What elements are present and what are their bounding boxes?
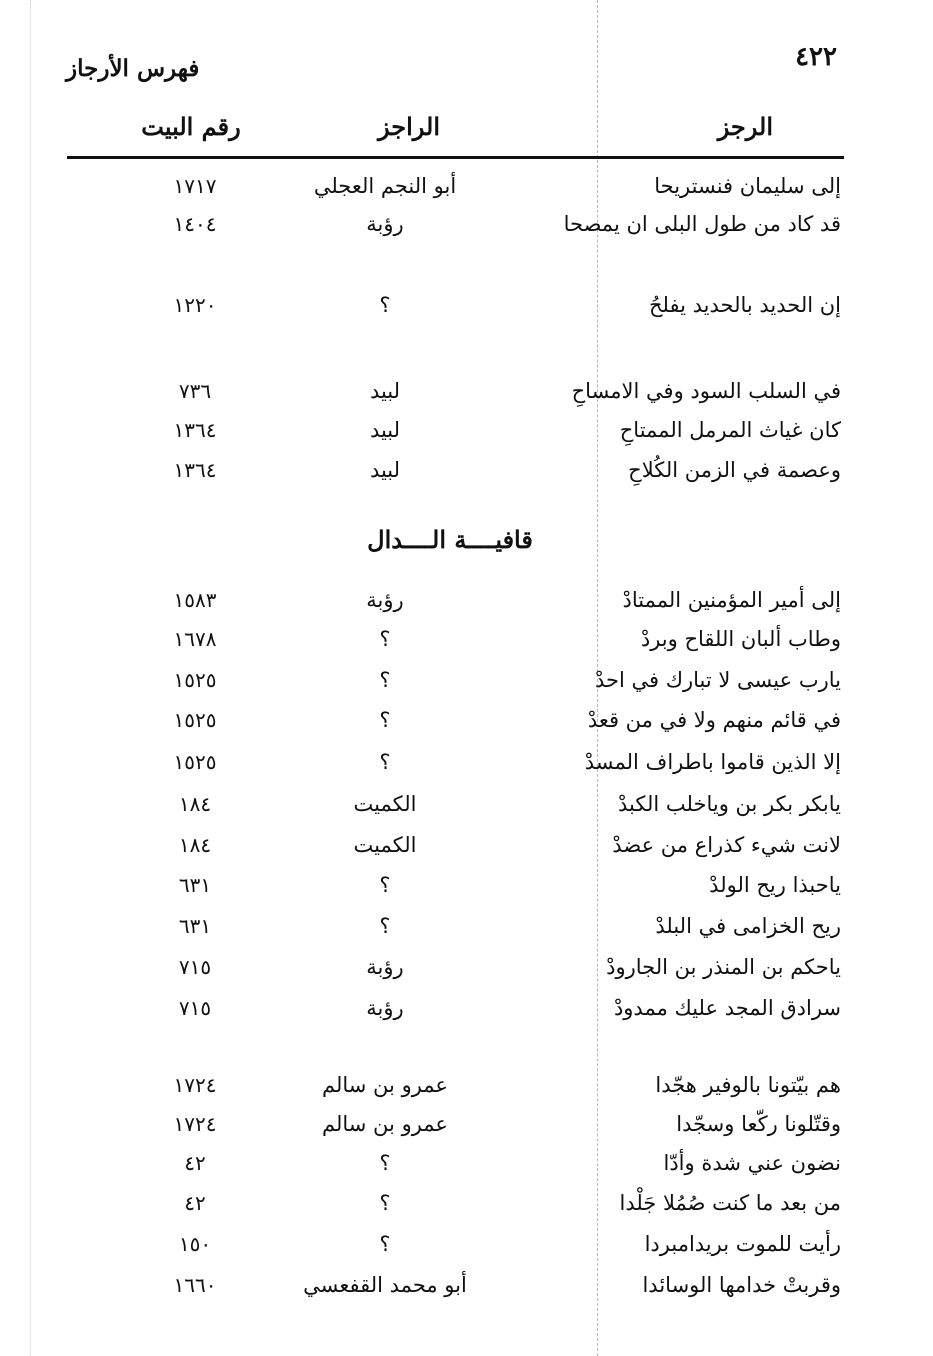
verse-text: سرادق المجد عليك ممدودْ	[613, 996, 841, 1020]
verse-number: ١٣٦٤	[173, 418, 217, 442]
poet-name: ؟	[379, 1232, 391, 1256]
section-heading: قافيــــة الــــدال	[367, 525, 533, 554]
table-row	[0, 996, 933, 1032]
verse-number: ٤٢	[184, 1191, 206, 1215]
verse-number: ٤٢	[184, 1151, 206, 1175]
running-title: فهرس الأرجاز	[66, 55, 200, 82]
column-header-verse-number: رقم البيت	[141, 112, 241, 141]
verse-number: ١٥٢٥	[173, 668, 217, 692]
poet-name: عمرو بن سالم	[322, 1073, 448, 1097]
verse-number: ١٥٠	[178, 1232, 212, 1256]
table-row	[0, 212, 933, 248]
verse-text: في قائم منهم ولا في من قعدْ	[587, 708, 841, 732]
verse-number: ١٧٢٤	[173, 1112, 217, 1136]
poet-name: ؟	[379, 914, 391, 938]
poet-name: رؤبة	[366, 212, 404, 236]
poet-name: ؟	[379, 668, 391, 692]
table-row	[0, 458, 933, 494]
poet-name: ؟	[379, 750, 391, 774]
table-row	[0, 914, 933, 950]
table-row	[0, 379, 933, 415]
table-row	[0, 1073, 933, 1109]
table-row	[0, 792, 933, 828]
poet-name: ؟	[379, 1191, 391, 1215]
poet-name: لبيد	[369, 458, 401, 482]
verse-number: ١٦٦٠	[173, 1273, 217, 1297]
column-header-verse: الرجز	[717, 112, 773, 141]
verse-number: ٧١٥	[178, 955, 212, 979]
verse-text: قد كاد من طول البلى ان يمصحا	[563, 212, 841, 236]
verse-text: رأيت للموت بريدامبردا	[644, 1232, 841, 1256]
table-row	[0, 1191, 933, 1227]
table-row	[0, 627, 933, 663]
table-row	[0, 1112, 933, 1148]
verse-text: يارب عيسى لا تبارك في احدْ	[594, 668, 841, 692]
column-header-poet: الراجز	[378, 112, 440, 141]
verse-text: يابكر بكر بن وياخلب الكبدْ	[618, 792, 841, 816]
table-row	[0, 1232, 933, 1268]
verse-number: ١٥٢٥	[173, 708, 217, 732]
verse-number: ٦٣١	[178, 873, 212, 897]
poet-name: رؤبة	[366, 955, 404, 979]
verse-text: وقربتْ خدامها الوسائدا	[642, 1273, 841, 1297]
table-row	[0, 418, 933, 454]
verse-text: لانت شيء كذراع من عضدْ	[612, 833, 841, 857]
table-row	[0, 293, 933, 329]
page-number: ٤٢٢	[795, 42, 837, 72]
poet-name: ؟	[379, 627, 391, 651]
verse-text: من بعد ما كنت صُمُلا جَلْدا	[619, 1191, 841, 1215]
verse-text: إلى أمير المؤمنين الممتادْ	[622, 588, 841, 612]
poet-name: عمرو بن سالم	[322, 1112, 448, 1136]
verse-number: ١٤٠٤	[173, 212, 217, 236]
poet-name: الكميت	[353, 833, 417, 857]
verse-text: إن الحديد بالحديد يفلحُ	[648, 293, 841, 317]
verse-text: ريح الخزامى في البلدْ	[655, 914, 841, 938]
table-row	[0, 588, 933, 624]
verse-number: ١٢٢٠	[173, 293, 217, 317]
table-row	[0, 955, 933, 991]
verse-number: ١٣٦٤	[173, 458, 217, 482]
verse-number: ١٥٨٣	[173, 588, 217, 612]
verse-text: وقتّلونا ركّعا وسجّدا	[676, 1112, 841, 1136]
table-row	[0, 174, 933, 210]
table-row	[0, 873, 933, 909]
table-row	[0, 1273, 933, 1309]
poet-name: رؤبة	[366, 996, 404, 1020]
table-row	[0, 668, 933, 704]
verse-number: ١٦٧٨	[173, 627, 217, 651]
verse-number: ٦٣١	[178, 914, 212, 938]
poet-name: أبو محمد القفعسي	[303, 1273, 467, 1297]
poet-name: ؟	[379, 708, 391, 732]
verse-number: ٧٣٦	[178, 379, 212, 403]
verse-number: ١٧٢٤	[173, 1073, 217, 1097]
table-row	[0, 833, 933, 869]
verse-text: ياحبذا ريح الولدْ	[709, 873, 841, 897]
verse-number: ١٥٢٥	[173, 750, 217, 774]
verse-number: ١٨٤	[178, 833, 212, 857]
poet-name: أبو النجم العجلي	[313, 174, 457, 198]
verse-text: في السلب السود وفي الامساحِ	[571, 379, 841, 403]
verse-number: ١٧١٧	[173, 174, 217, 198]
poet-name: ؟	[379, 1151, 391, 1175]
verse-number: ٧١٥	[178, 996, 212, 1020]
poet-name: رؤبة	[366, 588, 404, 612]
verse-text: نضون عني شدة وأدّا	[663, 1151, 841, 1175]
verse-text: إلا الذين قاموا باطراف المسدْ	[584, 750, 841, 774]
verse-text: وطاب ألبان اللقاح وبردْ	[640, 627, 841, 651]
table-row	[0, 708, 933, 744]
poet-name: لبيد	[369, 418, 401, 442]
verse-text: إلى سليمان فنستريحا	[654, 174, 841, 198]
verse-text: كان غياث المرمل الممتاحِ	[619, 418, 841, 442]
verse-text: ياحكم بن المنذر بن الجارودْ	[606, 955, 841, 979]
table-row	[0, 750, 933, 786]
table-row	[0, 1151, 933, 1187]
poet-name: ؟	[379, 873, 391, 897]
verse-text: وعصمة في الزمن الكُلاحِ	[628, 458, 841, 482]
verse-number: ١٨٤	[178, 792, 212, 816]
header-rule	[67, 156, 844, 159]
poet-name: لبيد	[369, 379, 401, 403]
poet-name: الكميت	[353, 792, 417, 816]
verse-text: هم بيّتونا بالوفير هجّدا	[655, 1073, 841, 1097]
poet-name: ؟	[379, 293, 391, 317]
